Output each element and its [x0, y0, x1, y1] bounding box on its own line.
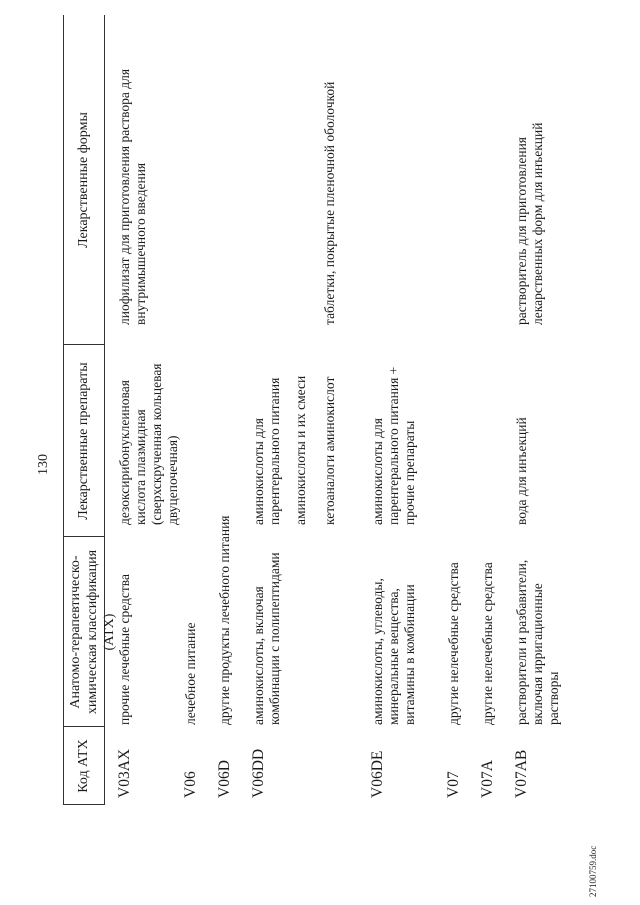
- forms-v07ab: растворитель для приготовления лекарственных форм для инъекций: [514, 122, 545, 325]
- classification-v06dd: аминокислоты, включая комбинации с полипептидами: [251, 552, 282, 725]
- preparation-v03ax: дезоксирибонуклеиновая кислота плазмидная (сверхскрученная кольцевая двуцепочечная): [117, 363, 180, 525]
- header-code: Код АТХ: [76, 739, 91, 793]
- column-divider-3: [63, 536, 105, 537]
- code-v07: V07: [445, 771, 462, 798]
- code-v06: V06: [182, 771, 199, 798]
- code-v06dd: V06DD: [250, 748, 267, 798]
- forms-v06dd: таблетки, покрытые пленочной оболочкой: [322, 81, 337, 325]
- forms-v03ax: лиофилизат для приготовления раствора для внутримышечного введения: [117, 68, 148, 325]
- column-divider-4: [63, 344, 105, 345]
- preparation-v06dd-2: аминокислоты и их смеси: [293, 375, 308, 525]
- header-classification: Анатомо-терапевтическо-химическая классификация (АТХ): [68, 549, 117, 715]
- header-forms: Лекарственные формы: [76, 112, 91, 248]
- code-v06de: V06DE: [369, 750, 386, 798]
- classification-v06de: аминокислоты, углеводы, минеральные вещества, витамины в комбинации: [370, 578, 417, 725]
- code-v07a: V07A: [479, 760, 496, 798]
- preparation-v07ab: вода для инъекций: [514, 417, 529, 525]
- code-v07ab: V07AB: [513, 749, 530, 798]
- classification-v07a: другие нелечебные средства: [480, 562, 495, 725]
- page-number: 130: [36, 454, 51, 475]
- table-top-border: [63, 15, 64, 805]
- preparation-v06dd-3: кетоаналоги аминокислот: [322, 376, 337, 525]
- classification-v06: лечебное питание: [183, 622, 198, 725]
- classification-v07ab: растворители и разбавители, включая ирригационные растворы: [514, 559, 561, 725]
- classification-v07: другие нелечебные средства: [446, 562, 461, 725]
- footer-filename: 27100759.doc: [588, 845, 598, 897]
- classification-v03ax: прочие лечебные средства: [117, 574, 132, 725]
- preparation-v06de: аминокислоты для парентерального питания + прочие препараты: [370, 366, 417, 525]
- header-preparations: Лекарственные препараты: [76, 362, 91, 520]
- preparation-v06dd-1: аминокислоты для парентерального питания: [251, 377, 282, 525]
- code-v06d: V06D: [216, 760, 233, 798]
- classification-v06d: другие продукты лечебного питания: [217, 515, 232, 725]
- code-v03ax: V03AX: [116, 748, 133, 798]
